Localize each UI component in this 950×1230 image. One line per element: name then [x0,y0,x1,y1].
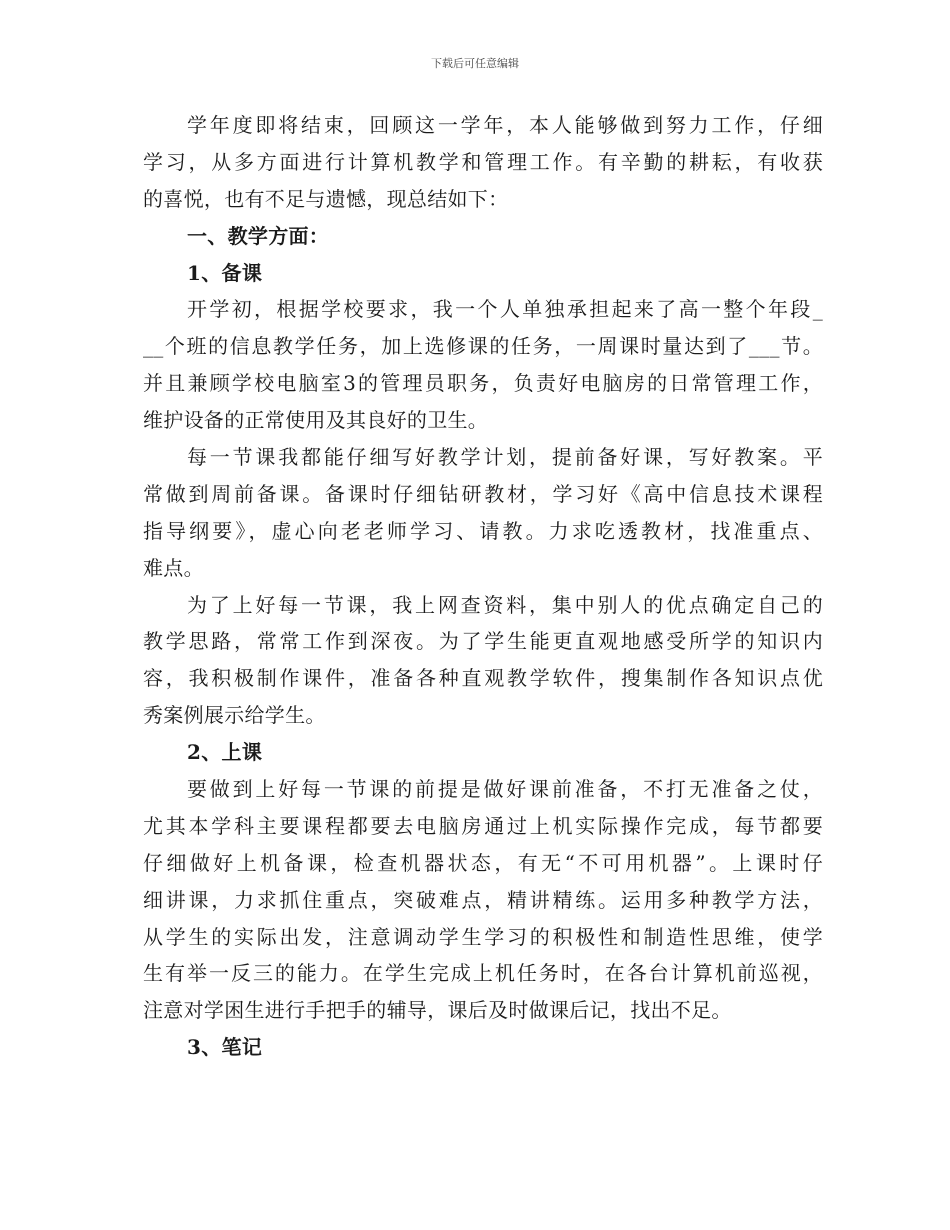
paragraph-line: 从学生的实际出发，注意调动学生学习的积极性和制造性思维，使学 [143,924,823,949]
subsection-heading: 2、上课 [187,740,263,765]
paragraph-line: 容，我积极制作课件，准备各种直观教学软件，搜集制作各知识点优 [143,666,823,691]
subsection-heading: 3、笔记 [187,1035,263,1060]
paragraph-line: 指导纲要》，虚心向老老师学习、请教。力求吃透教材，找准重点、 [143,518,823,543]
subsection-heading: 1、备课 [187,260,263,285]
paragraph-line: 难点。 [143,555,204,580]
page-header: 下载后可任意编辑 [431,57,519,70]
paragraph-line: 学年度即将结束，回顾这一学年，本人能够做到努力工作，仔细 [187,113,823,137]
paragraph-line: 要做到上好每一节课的前提是做好课前准备，不打无准备之仗， [187,777,823,802]
paragraph-line: 的喜悦，也有不足与遗憾，现总结如下： [143,186,509,211]
paragraph-line: 每一节课我都能仔细写好教学计划，提前备好课，写好教案。平 [187,445,823,470]
paragraph-line: 秀案例展示给学生。 [143,703,326,728]
paragraph-line: 教学思路，常常工作到深夜。为了学生能更直观地感受所学的知识内 [143,629,823,654]
document-body [143,107,823,1066]
paragraph-line: __个班的信息教学任务，加上选修课的任务，一周课时量达到了___节。 [143,334,823,359]
paragraph-line: 为了上好每一节课，我上网查资料，集中别人的优点确定自己的 [187,592,823,617]
paragraph-line: 生有举一反三的能力。在学生完成上机任务时，在各台计算机前巡视， [143,961,823,986]
paragraph-line: 并且兼顾学校电脑室3的管理员职务，负责好电脑房的日常管理工作， [143,371,823,396]
paragraph-line: 细讲课，力求抓住重点，突破难点，精讲精练。运用多种教学方法， [143,887,823,912]
paragraph-line: 开学初，根据学校要求，我一个人单独承担起来了高一整个年段_ [187,297,823,322]
paragraph-line: 注意对学困生进行手把手的辅导，课后及时做课后记，找出不足。 [143,998,732,1023]
section-heading: 一、教学方面： [187,223,330,248]
paragraph-line: 仔细做好上机备课，检查机器状态，有无“不可用机器”。上课时仔 [143,850,823,875]
paragraph-line: 尤其本学科主要课程都要去电脑房通过上机实际操作完成，每节都要 [143,813,823,838]
paragraph-line: 学习，从多方面进行计算机教学和管理工作。有辛勤的耕耘，有收获 [143,149,823,174]
paragraph-line: 维护设备的正常使用及其良好的卫生。 [143,408,489,433]
paragraph-line: 常做到周前备课。备课时仔细钻研教材，学习好《高中信息技术课程 [143,481,823,506]
